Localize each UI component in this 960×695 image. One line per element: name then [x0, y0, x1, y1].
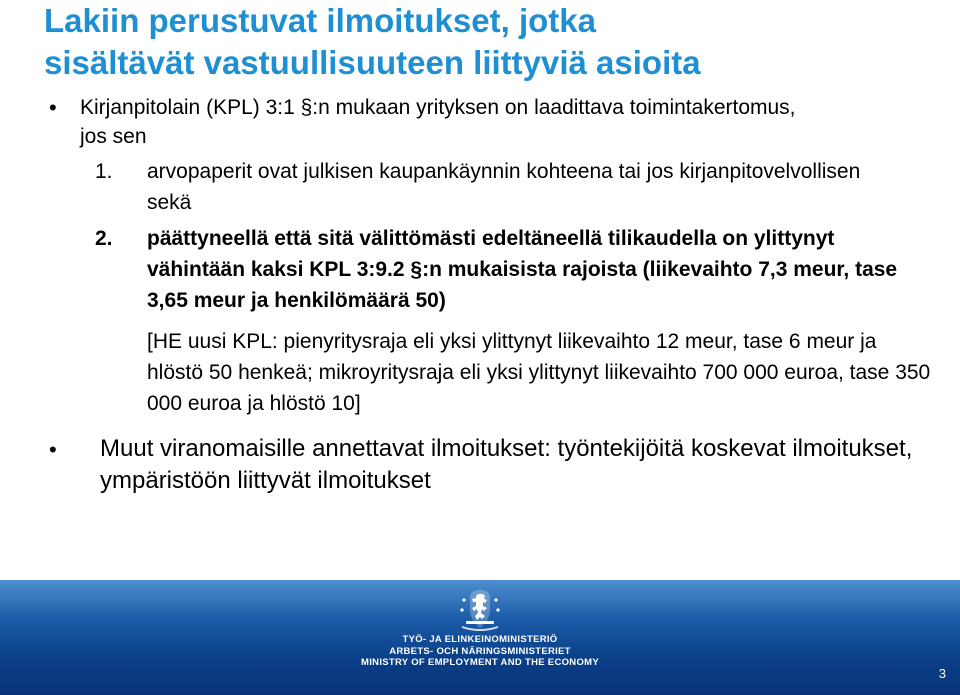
bullet-icon: • — [49, 437, 57, 462]
bullet-item-other-notices — [0, 433, 960, 497]
finnish-lion-crest-icon — [454, 588, 506, 632]
numbered-label: 2. — [95, 227, 113, 250]
title-line-2: sisältävät vastuullisuuteen liittyviä asioita — [44, 44, 701, 81]
ministry-name-sv: ARBETS- OCH NÄRINGSMINISTERIET — [389, 645, 571, 657]
slide-title — [44, 0, 944, 84]
numbered-text: arvopaperit ovat julkisen kaupankäynnin kohteena tai jos kirjanpitovelvollisen sekä — [147, 160, 861, 214]
ministry-name-fi: TYÖ- JA ELINKEINOMINISTERIÖ — [402, 634, 558, 645]
footer-banner — [0, 580, 960, 695]
numbered-item-1 — [0, 156, 960, 218]
bullet-item-kpl — [0, 93, 960, 151]
ministry-name — [330, 634, 630, 669]
ministry-name-en: MINISTRY OF EMPLOYMENT AND THE ECONOMY — [361, 657, 599, 668]
slide-body — [0, 93, 960, 497]
title-line-1: Lakiin perustuvat ilmoitukset, jotka — [44, 2, 596, 39]
page-number: 3 — [938, 666, 946, 681]
bullet-text: Kirjanpitolain (KPL) 3:1 §:n mukaan yrityksen on laadittava toimintakertomus, jos sen — [80, 96, 796, 148]
numbered-text: päättyneellä että sitä välittömästi edeltäneellä tilikaudella on ylittynyt vähintään kaksi KPL 3:9.2 §:n mukaisista rajoista (liikevaihto 7,3 meur, tase 3,65 meur ja henkilömäärä 50) — [147, 227, 898, 312]
he-note: [HE uusi KPL: pienyritysraja eli yksi ylittynyt liikevaihto 12 meur, tase 6 meur ja hlöstö 50 henkeä; mikroyritysraja eli yksi ylittynyt liikevaihto 700 000 euroa, tase 350 000 euroa ja hlöstö 10] — [147, 330, 931, 415]
bullet-icon: • — [49, 95, 57, 120]
numbered-item-2 — [0, 223, 960, 316]
numbered-label: 1. — [95, 160, 113, 183]
bullet-text: Muut viranomaisille annettavat ilmoitukset: työntekijöitä koskevat ilmoitukset, ympäristöön liittyvät ilmoitukset — [100, 435, 913, 494]
